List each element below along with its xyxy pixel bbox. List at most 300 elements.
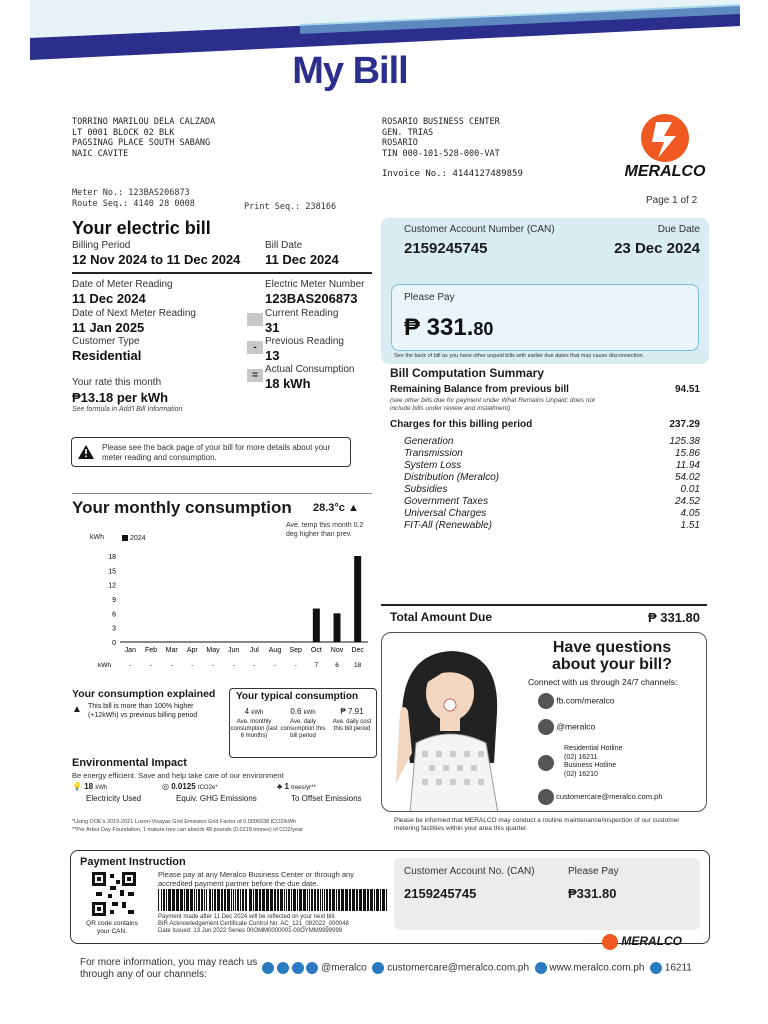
data-label: - [211, 662, 215, 669]
y-tick-label: 9 [112, 597, 116, 604]
barcode-bar [277, 889, 279, 911]
data-label: - [253, 662, 256, 669]
barcode-bar [309, 889, 310, 911]
barcode-bar [291, 889, 292, 911]
barcode-bar [352, 889, 355, 911]
barcode-bar [307, 889, 308, 911]
y-tick-label: 15 [108, 568, 116, 576]
invoice-number: Invoice No.: 4144127489859 [382, 169, 523, 179]
typical-unit: kWh [303, 710, 316, 716]
notice-text: Please see the back page of your bill for more details about your meter reading and consumption. [102, 443, 331, 462]
y-tick-label: 0 [112, 640, 116, 647]
customer-type: Residential [72, 348, 142, 363]
barcode-bar [249, 889, 252, 911]
date-reading: 11 Dec 2024 [72, 291, 146, 306]
x-tick-label: Feb [144, 647, 158, 654]
x-link[interactable] [538, 719, 595, 735]
billing-period: 12 Nov 2024 to 11 Dec 2024 [72, 252, 241, 267]
date-issue-note: Date Issued: 13 Jun 2022 Series 00OMM0000001-00OYMM9999999 [158, 928, 343, 934]
x-tick-label: Sep [289, 647, 302, 654]
page-number: Page 1 of 2 [646, 195, 698, 206]
bir-note: BIR Acknowledgement Certificate Control No. AC_121_082022_000048 [158, 921, 349, 927]
footer-text [80, 957, 257, 981]
barcode-bar [367, 889, 369, 911]
x-icon [538, 719, 554, 735]
typical-unit: kWh [251, 710, 264, 716]
charge-item [390, 484, 700, 495]
x-tick-label: Jun [228, 647, 240, 654]
data-label: - [149, 662, 153, 669]
barcode-bar [259, 889, 261, 911]
actual-consumption: 18 kWh [265, 376, 311, 391]
barcode-bar [311, 889, 313, 911]
barcode-bar [209, 889, 211, 911]
barcode-bar [288, 889, 290, 911]
fb-link[interactable] [538, 693, 614, 709]
page-title: My Bill [292, 50, 408, 92]
bar [334, 613, 341, 642]
x-tick-label: Mar [165, 647, 178, 654]
barcode-bar [293, 889, 296, 911]
barcode-bar [338, 889, 340, 911]
charge-item [390, 460, 700, 471]
amount-cents: 80 [473, 319, 494, 339]
charge-item [390, 496, 700, 507]
customer-address [72, 117, 215, 159]
equals-sign: = [247, 369, 263, 382]
barcode-bar [201, 889, 203, 911]
rate-note: See formula in Add'l Bill Information [72, 406, 183, 413]
x-tick-label: May [206, 647, 220, 654]
barcode-bar [235, 889, 236, 911]
env-value: 0.0125 [171, 782, 196, 791]
consumption-chart [72, 520, 372, 680]
barcode-bar [314, 889, 316, 911]
bar [354, 556, 361, 642]
charge-value: 4.05 [680, 508, 700, 519]
charge-label: Subsidies [404, 484, 448, 495]
charge-value: 125.38 [669, 436, 700, 447]
connect-text: Connect with us through 24/7 channels: [528, 677, 678, 687]
typical-item [230, 707, 278, 740]
barcode-bar [161, 889, 162, 911]
can-label: Customer Account Number (CAN) [404, 224, 555, 235]
address-line: PAGSINAG PLACE SOUTH SABANG [72, 138, 211, 148]
meter-number: 123BAS206873 [265, 291, 358, 306]
x-tick-label: Jan [124, 647, 136, 654]
due-date-label: Due Date [657, 224, 700, 235]
globe-icon [535, 962, 547, 974]
current-reading: 31 [265, 320, 280, 335]
charge-label: Transmission [404, 448, 463, 459]
barcode-bar [332, 889, 335, 911]
questions-box [381, 632, 707, 812]
barcode-bar [166, 889, 167, 911]
barcode-bar [270, 889, 273, 911]
env-item [162, 782, 257, 803]
bill-computation [390, 366, 700, 602]
charge-label: FIT-All (Renewable) [404, 520, 492, 531]
barcode-bar [363, 889, 366, 911]
data-label: - [129, 662, 132, 669]
charge-label: Distribution (Meralco) [404, 472, 500, 483]
barcode-bar [322, 889, 323, 911]
temp-note: Ave. temp this month 0.2 deg higher than prev. [286, 522, 364, 538]
y-tick-label: 12 [108, 582, 116, 590]
payment-can-label: Customer Account No. (CAN) [404, 866, 535, 877]
barcode-bar [190, 889, 193, 911]
env-unit: tCO2e* [197, 785, 218, 791]
env-label: Electricity Used [86, 794, 142, 803]
business-center [382, 117, 523, 180]
tree-icon: ♣ [277, 782, 283, 791]
due-date: 23 Dec 2024 [614, 240, 700, 257]
barcode-bar [253, 889, 254, 911]
footer-email[interactable]: customercare@meralco.com.ph [387, 962, 530, 974]
messenger-icon [538, 693, 554, 709]
bc-line: ROSARIO [382, 138, 418, 148]
meter-number-label: Electric Meter Number [265, 279, 365, 290]
x-tick-label: Nov [330, 647, 344, 654]
env-label: Equiv. GHG Emissions [176, 794, 257, 803]
computation-title: Bill Computation Summary [390, 366, 545, 380]
mail-icon [538, 789, 554, 805]
barcode-bar [186, 889, 189, 911]
customer-service-agent-illustration [382, 633, 532, 812]
charge-item [390, 520, 700, 531]
hotlines [538, 745, 622, 779]
hotline2-label: Business Hotline [564, 762, 617, 769]
footer-hotline[interactable]: 16211 [664, 962, 692, 974]
meralco-wordmark: MERALCO [624, 163, 706, 180]
typical-item [328, 707, 376, 733]
current-reading-label: Current Reading [265, 308, 339, 319]
questions-heading-line1: Have questions [552, 639, 672, 656]
temp-value: 28.3°c [313, 502, 345, 514]
bill-date-label: Bill Date [265, 240, 303, 251]
barcode-bar [374, 889, 375, 911]
footer-social[interactable]: @meralco [321, 962, 367, 974]
barcode-bar [359, 889, 362, 911]
y-tick-label: 18 [108, 554, 116, 561]
x-tick-label: Dec [351, 647, 364, 654]
meralco-logo-icon [602, 934, 618, 950]
env-value: 1 [284, 782, 289, 791]
barcode-bar [274, 889, 276, 911]
next-reading-label: Date of Next Meter Reading [72, 308, 196, 319]
barcode-bar [180, 889, 183, 911]
charge-item [390, 436, 700, 447]
total-value: ₱ 331.80 [647, 610, 700, 625]
charge-label: Universal Charges [404, 508, 487, 519]
co2-icon: ◎ [162, 782, 169, 791]
barcode-bar [382, 889, 385, 911]
charge-label: Government Taxes [404, 496, 489, 507]
hotline1-label: Residential Hotline [564, 745, 623, 752]
bc-line: TIN 000-101-528-000-VAT [382, 148, 500, 159]
typical-label: Ave. daily cost this bill period [332, 719, 372, 732]
charges-label: Charges for this billing period [390, 419, 533, 430]
barcode-bar [320, 889, 321, 911]
charge-value: 11.94 [675, 460, 700, 471]
youtube-icon[interactable] [292, 962, 304, 974]
address-line: TORRINO MARILOU DELA CALZADA [72, 117, 216, 127]
barcode-bar [240, 889, 241, 911]
barcode-bar [163, 889, 165, 911]
barcode-bar [380, 889, 381, 911]
charge-value: 1.51 [680, 520, 700, 531]
divider [72, 272, 372, 274]
x-tick-label: Apr [186, 647, 198, 654]
barcode-bar [317, 889, 319, 911]
after-due-note: Payment made after 11 Dec 2024 will be reflected on your next bill. [158, 914, 336, 920]
charge-value: 24.52 [674, 496, 700, 507]
y-tick-label: 6 [112, 611, 116, 619]
email-link[interactable] [538, 789, 663, 805]
triangle-up-icon: ▲ [72, 704, 82, 715]
bulb-icon: 💡 [72, 782, 82, 791]
phone-icon [538, 755, 554, 771]
barcode-bar [196, 889, 197, 911]
charge-item [390, 448, 700, 459]
qr-note: QR code contains your CAN. [86, 920, 138, 935]
payment-fine-print [158, 914, 390, 935]
data-label: 7 [314, 662, 319, 669]
rate-label: Your rate this month [72, 377, 162, 388]
barcode-bar [242, 889, 244, 911]
data-label: - [294, 662, 297, 669]
barcode-bar [386, 889, 387, 911]
hotline1: (02) 16211 [564, 753, 598, 761]
total-divider [381, 604, 707, 606]
can-value: 2159245745 [404, 240, 488, 257]
reading-box [247, 313, 263, 326]
barcode-bar [214, 889, 216, 911]
meter-notice [71, 437, 351, 467]
typical-consumption-box [229, 688, 377, 758]
footer-line2: through any of our channels: [80, 969, 207, 980]
env-note1: *Using DOE's 2019-2021 Luzon-Visayas Grid Emission Grid Factor of 0.0006938 tCO2/kWh [72, 819, 297, 825]
questions-heading-line2: about your bill? [552, 656, 672, 673]
barcode-bar [176, 889, 179, 911]
barcode-bar [184, 889, 185, 911]
hotline2: (02) 16210 [564, 770, 598, 778]
env-item [72, 782, 141, 803]
barcode-bar [329, 889, 331, 911]
bar [313, 609, 320, 642]
footer-web[interactable]: www.meralco.com.ph [549, 962, 645, 974]
barcode-bar [370, 889, 373, 911]
x-tick-label: Oct [310, 647, 322, 654]
payment-text: Please pay at any Meralco Business Center or through any accredited payment partner before the due date. [158, 870, 354, 888]
barcode-bar [217, 889, 220, 911]
barcode-bar [345, 889, 348, 911]
barcode-bar [198, 889, 200, 911]
questions-heading [522, 639, 702, 673]
barcode-bar [266, 889, 269, 911]
x-tick-label: Aug [268, 647, 282, 654]
env-value: 18 [84, 782, 94, 791]
data-label: 6 [335, 662, 339, 669]
bill-heading: Your electric bill [72, 218, 211, 238]
remaining-value: 94.51 [674, 384, 700, 395]
remaining-row [390, 384, 700, 395]
barcode-bar [284, 889, 285, 911]
address-line: NAIC CAVITE [72, 148, 129, 159]
divider [72, 493, 372, 494]
barcode-icon [158, 889, 390, 911]
remaining-label: Remaining Balance from previous bill [390, 384, 569, 395]
legend-label: 2024 [129, 535, 146, 542]
triangle-up-icon: ▲ [348, 502, 359, 514]
messenger-icon[interactable] [306, 962, 318, 974]
barcode-bar [227, 889, 230, 911]
env-note2: **Per Arbor Day Foundation, 1 mature tree can absorb 48 pounds (0.0218 tonnes) of CO2/year [72, 827, 303, 833]
charge-label: Generation [404, 436, 454, 447]
barcode-bar [280, 889, 283, 911]
env-item [277, 782, 362, 803]
row-label: kWh [98, 662, 111, 669]
payment-pay-value: ₱331.80 [568, 886, 617, 901]
explained-text: This bill is more than 100% higher (+12kWh) vs previous billing period [88, 703, 198, 719]
typical-value: 4 [244, 707, 250, 716]
typical-item [279, 707, 327, 740]
charge-item [390, 472, 700, 483]
data-label: - [273, 662, 277, 669]
rate-value: ₱13.18 per kWh [72, 390, 169, 405]
typical-value: 0.6 [290, 707, 302, 716]
barcode-bar [356, 889, 358, 911]
bill-date: 11 Dec 2024 [265, 252, 339, 267]
payment-can: 2159245745 [404, 886, 477, 901]
remaining-note: (see other bills due for payment under What Remains Unpaid; does not include bills under review and installment) [390, 397, 595, 412]
amount-main: ₱ 331. [404, 314, 474, 341]
barcode-bar [303, 889, 306, 911]
barcode-bar [212, 889, 213, 911]
barcode-bar [299, 889, 302, 911]
typical-label: Ave. daily consumption this bill period [280, 719, 326, 739]
env-heading: Environmental Impact [72, 757, 187, 769]
print-seq: Print Seq.: 238166 [244, 202, 337, 212]
unpaid-note: See the back of bill as you have other unpaid bills with earlier due dates that may cause disconnection. [394, 353, 645, 359]
y-tick-label: 3 [112, 625, 116, 633]
env-items [72, 782, 372, 812]
barcode-bar [286, 889, 287, 911]
total-label: Total Amount Due [390, 610, 492, 624]
barcode-bar [326, 889, 328, 911]
barcode-bar [324, 889, 325, 911]
barcode-bar [349, 889, 351, 911]
mail-icon [372, 962, 384, 974]
payment-pay-label: Please Pay [568, 866, 619, 877]
charge-label: System Loss [404, 460, 462, 471]
env-unit: kWh [95, 785, 108, 791]
barcode-bar [231, 889, 232, 911]
barcode-bar [194, 889, 195, 911]
charges-row [390, 419, 700, 430]
typical-value: ₱ 7.91 [340, 707, 364, 716]
barcode-bar [221, 889, 223, 911]
meter-no: Meter No.: 123BAS206873 [72, 188, 190, 198]
typical-label: Ave. monthly consumption (last 6 months) [230, 719, 278, 739]
x-tick-label: Jul [249, 647, 259, 654]
charge-value: 15.86 [674, 448, 700, 459]
billing-period-label: Billing Period [72, 240, 131, 251]
env-unit: trees/yr** [291, 785, 316, 791]
customer-type-label: Customer Type [72, 336, 140, 347]
actual-consumption-label: Actual Consumption [265, 364, 355, 375]
footer-channels [262, 962, 692, 974]
charge-item [390, 508, 700, 519]
barcode-bar [341, 889, 344, 911]
charges-value: 237.29 [669, 419, 700, 430]
fb-label: fb.com/meralco [556, 695, 615, 706]
route-seq: Route Seq.: 4140 28 0008 [72, 199, 195, 209]
consumption-heading: Your monthly consumption [72, 498, 292, 517]
env-sub: Be energy efficient. Save and help take care of our environment [72, 771, 284, 780]
explained-heading: Your consumption explained [72, 688, 216, 700]
barcode-bar [237, 889, 239, 911]
data-label: - [170, 662, 173, 669]
minus-sign: - [247, 341, 263, 354]
footer-line1: For more information, you may reach us [80, 957, 258, 968]
x-label: @meralco [556, 721, 596, 732]
barcode-bar [204, 889, 205, 911]
barcode-bar [172, 889, 175, 911]
facebook-icon[interactable] [262, 962, 274, 974]
barcode-bar [336, 889, 337, 911]
barcode-bar [224, 889, 226, 911]
data-label: - [232, 662, 235, 669]
env-label: To Offset Emissions [291, 794, 362, 803]
barcode-bar [376, 889, 379, 911]
barcode-bar [262, 889, 265, 911]
bc-line: ROSARIO BUSINESS CENTER [382, 117, 500, 127]
x-icon[interactable] [277, 962, 289, 974]
y-unit-label: kWh [90, 534, 104, 541]
warning-icon [78, 445, 94, 459]
next-reading: 11 Jan 2025 [72, 320, 145, 335]
previous-reading-label: Previous Reading [265, 336, 344, 347]
temperature [313, 502, 359, 514]
charge-value: 0.01 [680, 484, 700, 495]
qr-code-icon [92, 872, 136, 916]
barcode-bar [255, 889, 258, 911]
footer-logo [602, 934, 682, 950]
barcode-bar [245, 889, 247, 911]
address-line: LT 0001 BLOCK 02 BLK [72, 127, 175, 138]
data-label: - [191, 662, 194, 669]
bc-line: GEN. TRIAS [382, 127, 434, 138]
date-reading-label: Date of Meter Reading [72, 279, 173, 290]
previous-reading: 13 [265, 348, 280, 363]
barcode-bar [233, 889, 234, 911]
please-pay-label: Please Pay [404, 292, 455, 303]
footer-wordmark: MERALCO [621, 934, 683, 949]
barcode-bar [206, 889, 207, 911]
phone-icon [650, 962, 662, 974]
payment-heading: Payment Instruction [80, 856, 186, 868]
barcode-bar [158, 889, 159, 911]
charge-value: 54.02 [674, 472, 700, 483]
amount-due [404, 314, 493, 342]
barcode-bar [297, 889, 298, 911]
typical-heading: Your typical consumption [236, 691, 359, 702]
email-label: customercare@meralco.com.ph [556, 791, 663, 801]
barcode-bar [168, 889, 171, 911]
data-label: 18 [354, 662, 362, 669]
maintenance-note: Please be informed that MERALCO may conduct a routine maintenance/inspection of our customer metering facilities within your area this quarter. [394, 817, 680, 832]
